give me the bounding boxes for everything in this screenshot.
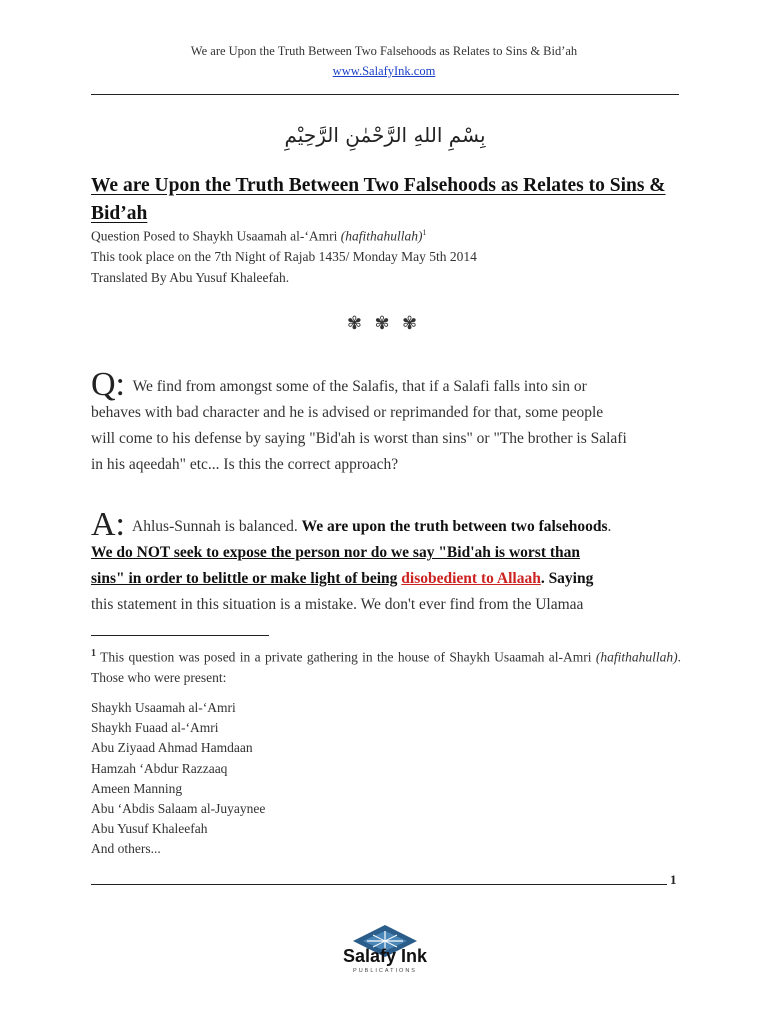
attendee-list [91,698,265,860]
answer-line: this statement in this situation is a mistake. We don't ever find from the Ulamaa [91,596,584,613]
answer-period: . [607,518,612,535]
footnote-reference[interactable]: 1 [422,228,427,237]
answer-after-highlight: . Saying [540,570,594,587]
page-number: 1 [670,872,677,887]
answer-paragraph [91,506,681,618]
footnote-number: 1 [91,648,96,659]
list-item: Shaykh Usaamah al-‘Amri [91,700,236,715]
ornament-divider: ✾ ✾ ✾ [346,313,422,333]
question-paragraph [91,366,681,478]
publisher-logo-name: Salafy Ink [342,946,428,966]
answer-line [91,506,681,543]
publisher-logo-subtitle: PUBLICATIONS [353,968,417,974]
list-item: And others... [91,841,161,857]
question-text: We find from amongst some of the Salafis, that if a Salafi falls into sin or [132,378,587,395]
document-title: We are Upon the Truth Between Two Falsehoods as Relates to Sins & Bid’ah [91,175,666,224]
answer-bold-text: We are upon the truth between two falsehoods [301,518,608,535]
answer-underlined-text: sins" in order to belittle or make light of being [91,570,398,587]
question-line: behaves with bad character and he is advised or reprimanded for that, some people [91,404,604,421]
list-item: Shaykh Fuaad al-‘Amri [91,720,219,736]
basmala-calligraphy [284,112,486,156]
list-item: Hamzah ‘Abdur Razzaaq [91,760,228,776]
list-item: Ameen Manning [91,780,183,796]
footnote [91,644,681,688]
footnote-honorific: (hafithahullah) [595,649,678,665]
answer-marker: A: [91,506,125,543]
question-line: will come to his defense by saying "Bid'ah is worst than sins" or "The brother is Salafi [91,430,627,447]
answer-plain-text: Ahlus-Sunnah is balanced. [132,518,298,535]
footnote-text-tail: . Those who were present: [91,649,681,685]
question-marker: Q: [91,366,125,403]
footnote-text: This question was posed in a private gathering in the house of Shaykh Usaamah al-Amri [100,649,592,665]
answer-line [91,566,681,592]
footer-divider [91,884,667,885]
running-header-link-wrap [0,64,768,79]
date-line: This took place on the 7th Night of Rajab 1435/ Monday May 5th 2014 [91,249,477,264]
website-link[interactable]: www.SalafyInk.com [332,64,436,78]
answer-highlighted-text: disobedient to Allaah [401,570,541,587]
footnote-divider [91,635,269,636]
question-line [91,366,681,403]
list-item: Abu Yusuf Khaleefah [91,821,208,837]
header-divider [91,94,679,95]
answer-underlined-line: We do NOT seek to expose the person nor do we say "Bid'ah is worst than [91,544,581,561]
list-item: Abu Ziyaad Ahmad Hamdaan [91,740,253,756]
list-item: Abu ‘Abdis Salaam al-Juyaynee [91,801,266,817]
running-header-title: We are Upon the Truth Between Two Falsehoods as Relates to Sins & Bid’ah [190,44,578,58]
question-posed-line [91,228,426,245]
question-posed-text: Question Posed to Shaykh Usaamah al-‘Amri [91,228,338,244]
question-line: in his aqeedah" etc... Is this the correct approach? [91,456,399,473]
honorific-text: (hafithahullah) [340,228,423,244]
basmala-text: بِسْمِ اللهِ الرَّحْمٰنِ الرَّحِيْمِ [284,123,486,147]
translator-line: Translated By Abu Yusuf Khaleefah. [91,270,290,285]
